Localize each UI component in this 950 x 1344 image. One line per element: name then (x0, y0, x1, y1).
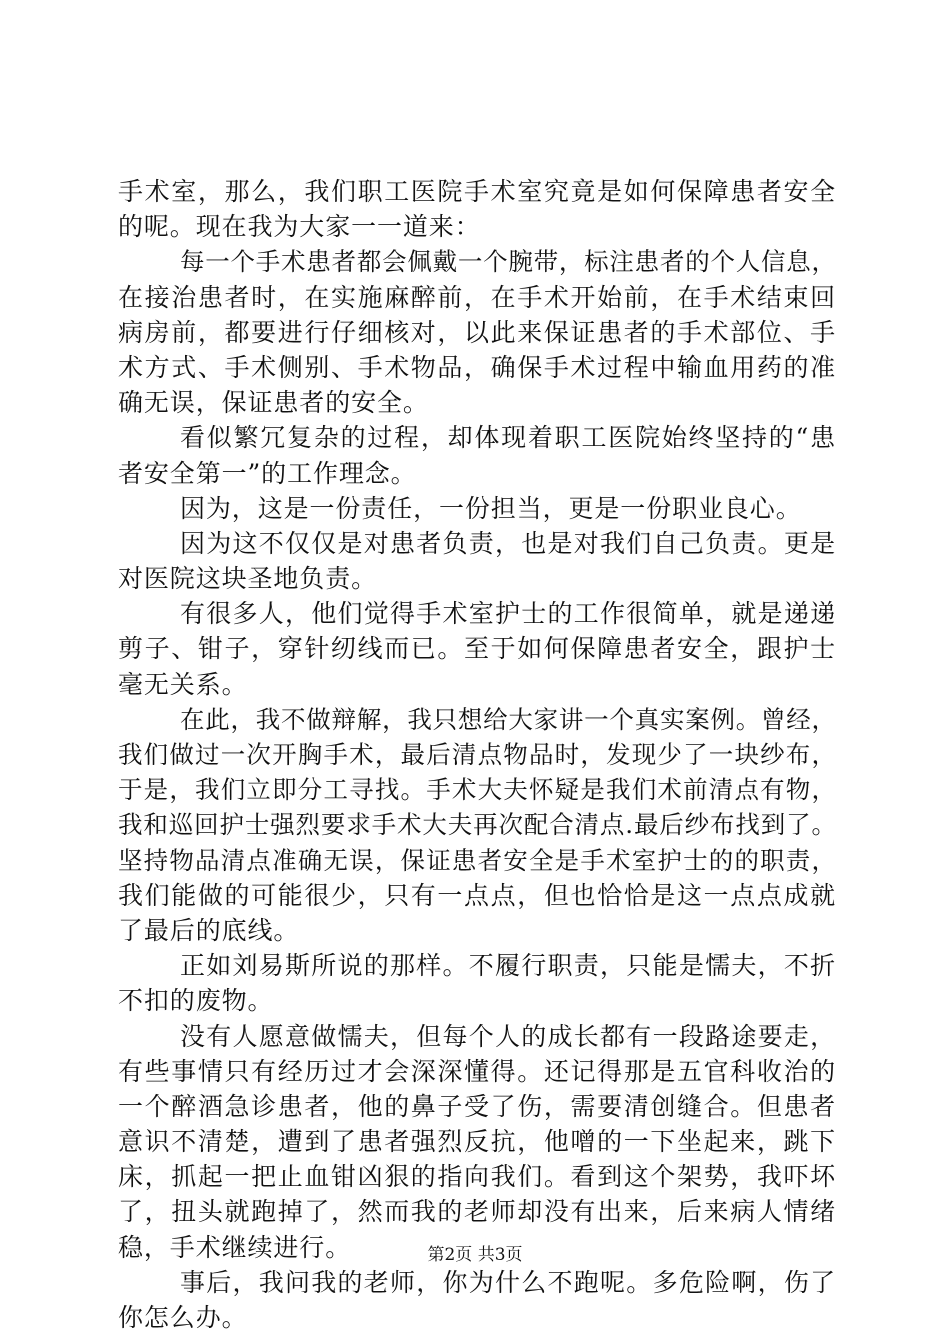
text-line: 剪子、钳子，穿针纫线而已。至于如何保障患者安全，跟护士 (118, 634, 836, 664)
text-line: 稳，手术继续进行。 (118, 1232, 352, 1262)
text-line: 床，抓起一把止血钳凶狠的指向我们。看到这个架势，我吓坏 (118, 1162, 836, 1192)
text-line: 在此，我不做辩解，我只想给大家讲一个真实案例。曾经， (180, 704, 836, 734)
document-body (118, 174, 836, 1335)
text-line: 毫无关系。 (118, 669, 248, 699)
text-line: 有很多人，他们觉得手术室护士的工作很简单，就是递递 (180, 599, 836, 629)
text-line: 坚持物品清点准确无误，保证患者安全是手术室护士的的职责， (118, 845, 836, 875)
text-line: 看似繁冗复杂的过程，却体现着职工医院始终坚持的“患 (180, 423, 836, 453)
text-line: 一个醉酒急诊患者，他的鼻子受了伤，需要清创缝合。但患者 (118, 1091, 836, 1121)
text-line: 不扣的废物。 (118, 986, 274, 1016)
text-line: 病房前，都要进行仔细核对，以此来保证患者的手术部位、手 (118, 317, 836, 347)
text-line: 意识不清楚，遭到了患者强烈反抗，他噌的一下坐起来，跳下 (118, 1127, 836, 1157)
text-line: 于是，我们立即分工寻找。手术大夫怀疑是我们术前清点有物， (118, 775, 836, 805)
text-line: 在接治患者时，在实施麻醉前，在手术开始前，在手术结束回 (118, 282, 836, 312)
text-line: 确无误，保证患者的安全。 (118, 388, 429, 418)
text-line: 有些事情只有经历过才会深深懂得。还记得那是五官科收治的 (118, 1056, 836, 1086)
text-line: 了，扭头就跑掉了，然而我的老师却没有出来，后来病人情绪 (118, 1197, 836, 1227)
text-line: 没有人愿意做懦夫，但每个人的成长都有一段路途要走， (180, 1021, 836, 1051)
text-line: 事后，我问我的老师，你为什么不跑呢。多危险啊，伤了 (180, 1267, 836, 1297)
text-line: 我们做过一次开胸手术，最后清点物品时，发现少了一块纱布， (118, 740, 836, 769)
page-footer: 第2页 共3页 (427, 1245, 523, 1265)
text-line: 你怎么办。 (118, 1303, 248, 1332)
text-line: 了最后的底线。 (118, 915, 300, 945)
text-line: 正如刘易斯所说的那样。不履行职责，只能是懦夫，不折 (180, 951, 836, 981)
text-line: 对医院这块圣地负责。 (118, 564, 378, 594)
text-line: 每一个手术患者都会佩戴一个腕带，标注患者的个人信息， (180, 247, 836, 277)
text-line: 我们能做的可能很少，只有一点点，但也恰恰是这一点点成就 (118, 880, 836, 910)
text-line: 因为，这是一份责任，一份担当，更是一份职业良心。 (180, 493, 802, 523)
text-line: 手术室，那么，我们职工医院手术室究竟是如何保障患者安全 (118, 177, 836, 206)
text-line: 我和巡回护士强烈要求手术大夫再次配合清点.最后纱布找到了。 (118, 810, 836, 840)
text-line: 因为这不仅仅是对患者负责，也是对我们自己负责。更是 (180, 528, 836, 558)
text-line: 术方式、手术侧别、手术物品，确保手术过程中输血用药的准 (118, 352, 836, 382)
text-line: 者安全第一”的工作理念。 (118, 458, 417, 488)
text-line: 的呢。现在我为大家一一道来： (118, 212, 481, 242)
